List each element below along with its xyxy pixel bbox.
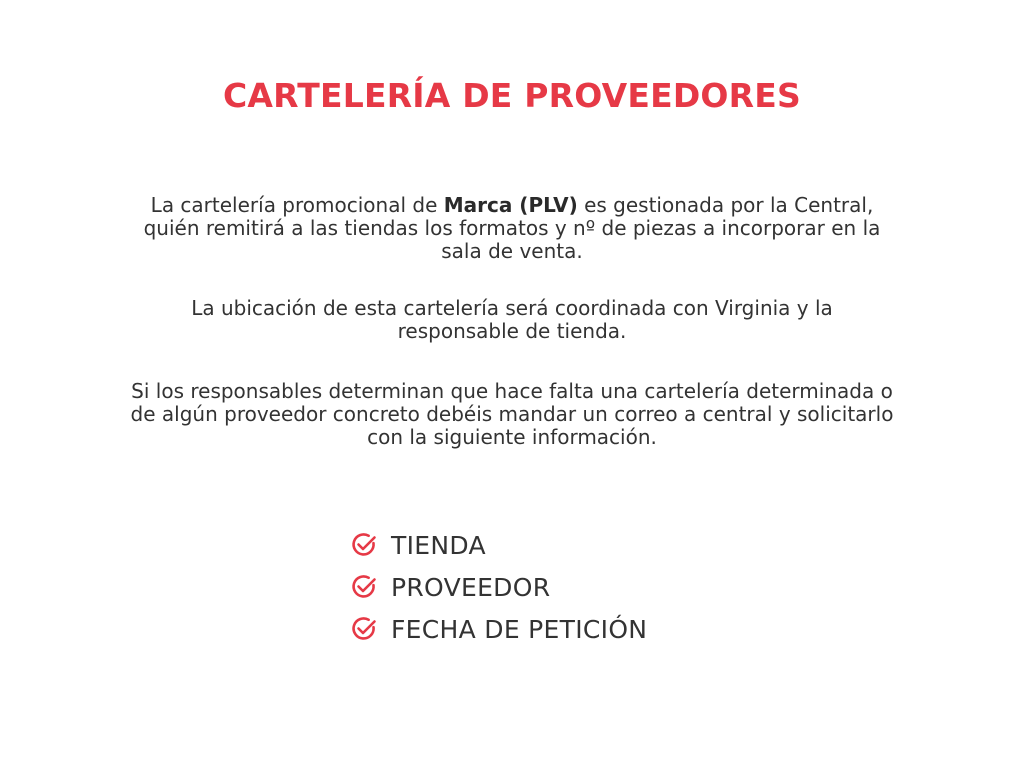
checklist-label: TIENDA	[391, 530, 486, 560]
checklist-item-tienda	[350, 524, 647, 566]
intro-text-end: es gestionada por la Central, quién remitirá a las tiendas los formatos y nº de piezas a incorporar en la sala de venta.	[143, 193, 881, 263]
intro-paragraph	[130, 194, 894, 263]
check-circle-icon	[350, 531, 378, 559]
page-title: CARTELERÍA DE PROVEEDORES	[222, 76, 801, 115]
intro-text-start: La cartelería promocional de	[150, 193, 444, 217]
checklist-label: PROVEEDOR	[391, 572, 551, 602]
checklist-item-fecha	[350, 608, 647, 650]
required-info-checklist	[350, 524, 647, 650]
request-paragraph: Si los responsables determinan que hace falta una cartelería determinada o de algún proveedor concreto debéis mandar un correo a central y solicitarlo con la siguiente información.	[130, 379, 894, 449]
check-circle-icon	[350, 573, 378, 601]
checklist-label: FECHA DE PETICIÓN	[391, 614, 648, 644]
checklist-item-proveedor	[350, 566, 647, 608]
location-paragraph: La ubicación de esta cartelería será coordinada con Virginia y la responsable de tienda.	[191, 296, 833, 343]
brand-highlight: Marca (PLV)	[443, 193, 578, 217]
check-circle-icon	[350, 615, 378, 643]
